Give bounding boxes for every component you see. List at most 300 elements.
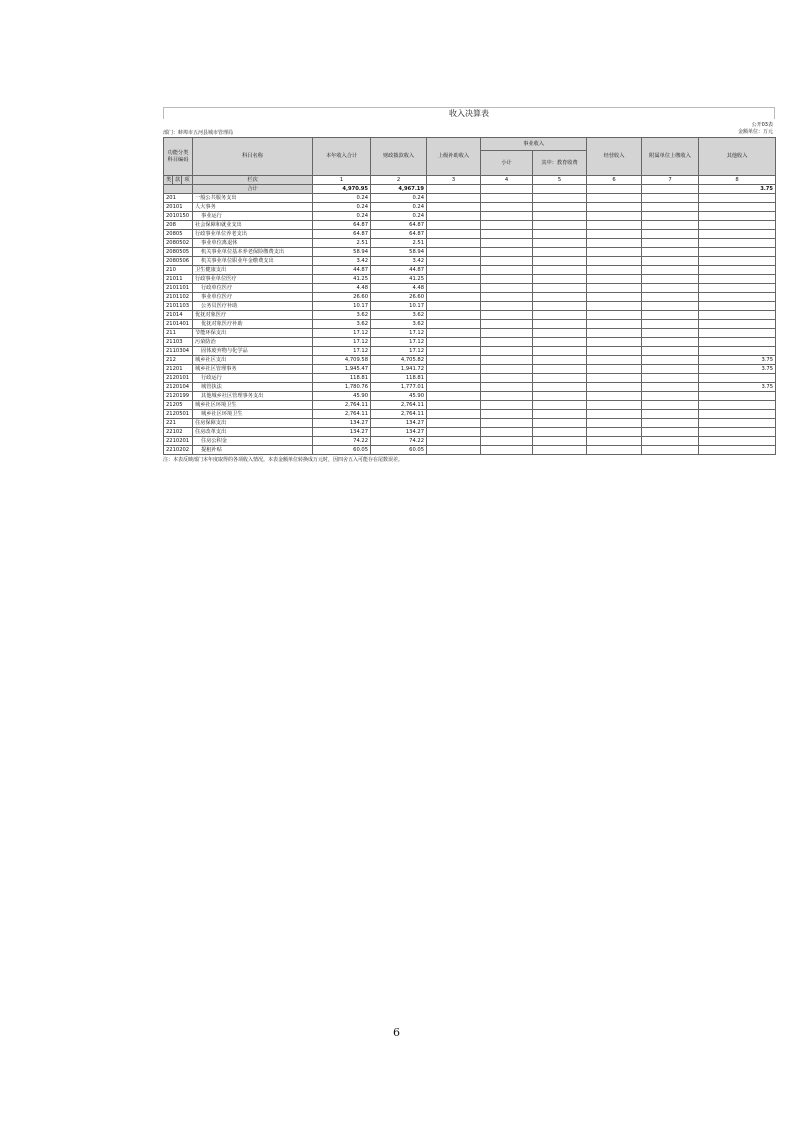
empty-cell: [427, 311, 481, 320]
subject-code: 210: [164, 266, 193, 275]
other-income-cell: [699, 374, 776, 383]
fiscal-cell: 0.24: [371, 212, 427, 221]
subject-name: 事业单位医疗: [193, 293, 313, 302]
subject-name: 一般公共服务支出: [193, 194, 313, 203]
subtotal-header: 小计: [481, 151, 533, 176]
table-row: [164, 446, 776, 455]
empty-cell: [587, 392, 642, 401]
empty-cell: [587, 266, 642, 275]
empty-cell: [481, 275, 533, 284]
empty-cell: [587, 347, 642, 356]
empty-cell: [533, 347, 587, 356]
empty-cell: [587, 401, 642, 410]
empty-cell: [642, 383, 699, 392]
empty-cell: [427, 221, 481, 230]
table-row: [164, 437, 776, 446]
col-index: 7: [642, 176, 699, 185]
col-index: 4: [481, 176, 533, 185]
empty-cell: [587, 437, 642, 446]
subject-name: 城乡社区环境卫生: [193, 401, 313, 410]
subject-code: 201: [164, 194, 193, 203]
other-income-cell: [699, 221, 776, 230]
org-label: 部门：蚌埠市五河县城市管理局: [163, 130, 234, 136]
subject-name: 事业运行: [193, 212, 313, 221]
empty-cell: [427, 383, 481, 392]
fiscal-cell: 2.51: [371, 239, 427, 248]
total-income-cell: 134.27: [313, 428, 371, 437]
empty-cell: [533, 212, 587, 221]
subject-name: 社会保障和就业支出: [193, 221, 313, 230]
table-row: [164, 257, 776, 266]
empty-cell: [427, 401, 481, 410]
empty-cell: [427, 347, 481, 356]
empty-cell: [587, 221, 642, 230]
empty-cell: [587, 284, 642, 293]
other-income-cell: [699, 392, 776, 401]
other-income-cell: [699, 194, 776, 203]
fiscal-cell: 3.62: [371, 311, 427, 320]
empty-cell: [642, 311, 699, 320]
education-fee-header: 其中：教育收费: [533, 151, 587, 176]
empty-cell: [642, 410, 699, 419]
subject-name: 住房保障支出: [193, 419, 313, 428]
subject-name: 行政运行: [193, 374, 313, 383]
empty-cell: [481, 302, 533, 311]
unit-note: 金额单位：万元: [737, 129, 773, 135]
total-income-cell: 64.87: [313, 230, 371, 239]
subject-code: 2080502: [164, 239, 193, 248]
empty-cell: [642, 221, 699, 230]
total-fiscal-value: 4,967.19: [371, 185, 427, 194]
empty-cell: [587, 230, 642, 239]
empty-cell: [642, 338, 699, 347]
table-row: [164, 338, 776, 347]
table-meta: [163, 119, 775, 137]
col-index: 1: [313, 176, 371, 185]
empty-cell: [642, 446, 699, 455]
other-income-cell: [699, 212, 776, 221]
empty-cell: [642, 374, 699, 383]
fiscal-cell: 10.17: [371, 302, 427, 311]
kind-label: 类: [164, 176, 173, 185]
upper-subsidy-header: 上级补助收入: [427, 138, 481, 176]
fiscal-cell: 17.12: [371, 329, 427, 338]
subject-name: 机关事业单位职业年金缴费支出: [193, 257, 313, 266]
empty-cell: [533, 203, 587, 212]
empty-cell: [587, 311, 642, 320]
page-number: 6: [393, 1026, 400, 1039]
subject-name-header: 科目名称: [193, 138, 313, 176]
row-label: 栏次: [193, 176, 313, 185]
empty-cell: [481, 410, 533, 419]
empty-cell: [642, 194, 699, 203]
total-income-cell: 41.25: [313, 275, 371, 284]
other-income-cell: [699, 203, 776, 212]
total-income-cell: 134.27: [313, 419, 371, 428]
empty-cell: [587, 203, 642, 212]
table-header: [164, 138, 776, 176]
section-label: 款: [173, 176, 182, 185]
empty-cell: [587, 356, 642, 365]
empty-cell: [587, 248, 642, 257]
other-income-cell: [699, 428, 776, 437]
income-table: [163, 137, 776, 455]
subject-code: 2120101: [164, 374, 193, 383]
subject-name: 污染防治: [193, 338, 313, 347]
empty-cell: [427, 239, 481, 248]
table-row: [164, 329, 776, 338]
empty-cell: [642, 329, 699, 338]
subject-code: 2210201: [164, 437, 193, 446]
empty-cell: [533, 266, 587, 275]
fiscal-header: 财政拨款收入: [371, 138, 427, 176]
empty-cell: [427, 320, 481, 329]
item-label: 项: [182, 176, 193, 185]
empty-cell: [642, 266, 699, 275]
empty-cell: [533, 374, 587, 383]
table-row: [164, 203, 776, 212]
total-income-cell: 17.12: [313, 338, 371, 347]
table-row: [164, 383, 776, 392]
other-income-header: 其他收入: [699, 138, 776, 176]
other-income-cell: [699, 401, 776, 410]
subject-code: 20805: [164, 230, 193, 239]
total-income-cell: 58.94: [313, 248, 371, 257]
empty-cell: [642, 230, 699, 239]
total-income-cell: 3.62: [313, 311, 371, 320]
total-label: 合计: [193, 185, 313, 194]
empty-cell: [533, 293, 587, 302]
table-row: [164, 212, 776, 221]
total-income-cell: 2,764.11: [313, 401, 371, 410]
empty-cell: [587, 446, 642, 455]
empty-cell: [427, 410, 481, 419]
table-row: [164, 392, 776, 401]
table-row: [164, 293, 776, 302]
empty-cell: [533, 239, 587, 248]
empty-cell: [481, 419, 533, 428]
table-row: [164, 194, 776, 203]
subject-code: 2010150: [164, 212, 193, 221]
empty-cell: [533, 320, 587, 329]
fiscal-cell: 45.90: [371, 392, 427, 401]
other-income-cell: 3.75: [699, 356, 776, 365]
subject-name: 卫生健康支出: [193, 266, 313, 275]
subject-code: 21014: [164, 311, 193, 320]
fiscal-cell: 17.12: [371, 338, 427, 347]
table-row: [164, 356, 776, 365]
empty-cell: [533, 401, 587, 410]
empty-cell: [533, 275, 587, 284]
table-body: [164, 176, 776, 455]
subject-code: 2210202: [164, 446, 193, 455]
operating-header: 经营收入: [587, 138, 642, 176]
empty-cell: [642, 203, 699, 212]
empty-cell: [427, 365, 481, 374]
subject-name: 城乡社区管理事务: [193, 365, 313, 374]
empty-cell: [427, 428, 481, 437]
empty-cell: [481, 356, 533, 365]
col-index: 5: [533, 176, 587, 185]
empty-cell: [533, 257, 587, 266]
empty-cell: [481, 248, 533, 257]
empty-cell: [481, 221, 533, 230]
table-row: [164, 302, 776, 311]
empty-cell: [481, 374, 533, 383]
subject-code: 2101101: [164, 284, 193, 293]
column-index-row: [164, 176, 776, 185]
other-income-cell: [699, 446, 776, 455]
empty-cell: [427, 230, 481, 239]
subject-name: 提租补贴: [193, 446, 313, 455]
fiscal-cell: 74.22: [371, 437, 427, 446]
subject-code: 21103: [164, 338, 193, 347]
empty-cell: [533, 428, 587, 437]
empty-cell: [642, 284, 699, 293]
subject-name: 机关事业单位基本养老保险缴费支出: [193, 248, 313, 257]
other-income-cell: [699, 329, 776, 338]
empty-cell: [533, 410, 587, 419]
empty-cell: [427, 338, 481, 347]
empty-cell: [533, 446, 587, 455]
empty-cell: [533, 302, 587, 311]
empty-cell: [533, 284, 587, 293]
empty-cell: [587, 374, 642, 383]
table-row: [164, 347, 776, 356]
empty-cell: [642, 275, 699, 284]
subject-code: 2101102: [164, 293, 193, 302]
fiscal-cell: 118.81: [371, 374, 427, 383]
empty-cell: [427, 194, 481, 203]
empty-cell: [533, 419, 587, 428]
fiscal-cell: 0.24: [371, 203, 427, 212]
empty-cell: [533, 194, 587, 203]
total-income-cell: 64.87: [313, 221, 371, 230]
fiscal-cell: 64.87: [371, 221, 427, 230]
col-index: 6: [587, 176, 642, 185]
table-row: [164, 275, 776, 284]
other-income-cell: [699, 266, 776, 275]
other-income-cell: [699, 437, 776, 446]
empty-cell: [481, 293, 533, 302]
empty-cell: [533, 221, 587, 230]
total-income-cell: 26.60: [313, 293, 371, 302]
empty-cell: [642, 293, 699, 302]
empty-cell: [533, 311, 587, 320]
subject-code: 212: [164, 356, 193, 365]
empty-cell: [481, 329, 533, 338]
empty-cell: [533, 230, 587, 239]
empty-cell: [533, 356, 587, 365]
empty-cell: [481, 284, 533, 293]
other-income-cell: [699, 311, 776, 320]
empty-cell: [587, 383, 642, 392]
fiscal-cell: 26.60: [371, 293, 427, 302]
subject-name: 城乡社区支出: [193, 356, 313, 365]
other-income-cell: [699, 302, 776, 311]
fiscal-cell: 3.62: [371, 320, 427, 329]
empty-cell: [533, 383, 587, 392]
empty-cell: [481, 266, 533, 275]
empty-cell: [587, 212, 642, 221]
fiscal-cell: 0.24: [371, 194, 427, 203]
subject-name: 其他城乡社区管理事务支出: [193, 392, 313, 401]
empty-cell: [642, 401, 699, 410]
empty-cell: [587, 320, 642, 329]
subject-code: 2120199: [164, 392, 193, 401]
empty-cell: [642, 212, 699, 221]
fiscal-cell: 134.27: [371, 428, 427, 437]
empty-cell: [427, 329, 481, 338]
empty-cell: [427, 302, 481, 311]
table-row: [164, 320, 776, 329]
subject-name: 住房改革支出: [193, 428, 313, 437]
other-income-cell: [699, 419, 776, 428]
other-income-cell: [699, 284, 776, 293]
subject-code: 2101103: [164, 302, 193, 311]
empty-cell: [481, 257, 533, 266]
fiscal-cell: 1,941.72: [371, 365, 427, 374]
table-row: [164, 365, 776, 374]
total-income-cell: 74.22: [313, 437, 371, 446]
other-income-cell: [699, 248, 776, 257]
total-income-cell: 17.12: [313, 347, 371, 356]
empty-cell: [587, 275, 642, 284]
other-income-cell: 3.75: [699, 383, 776, 392]
table-title: 收入决算表: [163, 107, 775, 119]
subject-name: 行政单位医疗: [193, 284, 313, 293]
subject-code: 2120501: [164, 410, 193, 419]
empty-cell: [481, 446, 533, 455]
income-statement-sheet: [163, 107, 775, 463]
fiscal-cell: 2,764.11: [371, 410, 427, 419]
empty-cell: [427, 257, 481, 266]
empty-cell: [481, 338, 533, 347]
col-index: 3: [427, 176, 481, 185]
fiscal-cell: 1,777.01: [371, 383, 427, 392]
total-income-cell: 44.87: [313, 266, 371, 275]
empty-cell: [481, 230, 533, 239]
subject-code: 208: [164, 221, 193, 230]
subject-code: 221: [164, 419, 193, 428]
subject-name: 住房公积金: [193, 437, 313, 446]
other-income-cell: [699, 293, 776, 302]
fiscal-cell: 3.42: [371, 257, 427, 266]
subject-code: 22102: [164, 428, 193, 437]
empty-cell: [587, 257, 642, 266]
empty-cell: [427, 293, 481, 302]
subject-name: 人大事务: [193, 203, 313, 212]
fiscal-cell: 2,764.11: [371, 401, 427, 410]
empty-cell: [427, 356, 481, 365]
total-income-cell: 3.42: [313, 257, 371, 266]
fiscal-cell: 58.94: [371, 248, 427, 257]
fiscal-cell: 60.05: [371, 446, 427, 455]
total-income-cell: 1,945.47: [313, 365, 371, 374]
fiscal-cell: 41.25: [371, 275, 427, 284]
total-income-cell: 10.17: [313, 302, 371, 311]
total-income-cell: 45.90: [313, 392, 371, 401]
empty-cell: [427, 275, 481, 284]
subject-code: 211: [164, 329, 193, 338]
empty-cell: [642, 392, 699, 401]
other-income-cell: [699, 410, 776, 419]
empty-cell: [642, 437, 699, 446]
other-income-cell: [699, 230, 776, 239]
empty-cell: [587, 419, 642, 428]
empty-cell: [587, 293, 642, 302]
total-income-cell: 3.62: [313, 320, 371, 329]
empty-cell: [427, 419, 481, 428]
total-income-cell: 4,709.58: [313, 356, 371, 365]
other-income-cell: [699, 320, 776, 329]
table-row: [164, 266, 776, 275]
subject-code: 21205: [164, 401, 193, 410]
empty-cell: [427, 266, 481, 275]
subject-code: 21201: [164, 365, 193, 374]
table-row: [164, 374, 776, 383]
subject-name: 优抚对象医疗补助: [193, 320, 313, 329]
subject-name: 公务员医疗补助: [193, 302, 313, 311]
empty-cell: [587, 239, 642, 248]
empty-cell: [587, 329, 642, 338]
empty-cell: [642, 365, 699, 374]
total-income-header: 本年收入合计: [313, 138, 371, 176]
empty-cell: [642, 248, 699, 257]
other-income-cell: 3.75: [699, 365, 776, 374]
empty-cell: [481, 194, 533, 203]
total-row: [164, 185, 776, 194]
empty-cell: [642, 356, 699, 365]
empty-cell: [533, 248, 587, 257]
table-row: [164, 419, 776, 428]
subject-name: 城乡社区环境卫生: [193, 410, 313, 419]
table-row: [164, 401, 776, 410]
total-income-value: 4,970.95: [313, 185, 371, 194]
table-row: [164, 428, 776, 437]
total-income-cell: 0.24: [313, 203, 371, 212]
subject-name: 事业单位离退休: [193, 239, 313, 248]
other-income-cell: [699, 257, 776, 266]
table-row: [164, 410, 776, 419]
empty-cell: [642, 320, 699, 329]
subject-name: 节能环保支出: [193, 329, 313, 338]
fiscal-cell: 17.12: [371, 347, 427, 356]
empty-cell: [587, 338, 642, 347]
col-index: 8: [699, 176, 776, 185]
total-income-cell: 2,764.11: [313, 410, 371, 419]
empty-cell: [481, 401, 533, 410]
empty-cell: [533, 329, 587, 338]
empty-cell: [427, 203, 481, 212]
empty-cell: [481, 365, 533, 374]
empty-cell: [427, 437, 481, 446]
total-income-cell: 17.12: [313, 329, 371, 338]
total-income-cell: 0.24: [313, 212, 371, 221]
empty-cell: [427, 374, 481, 383]
empty-cell: [533, 338, 587, 347]
fiscal-cell: 4,705.82: [371, 356, 427, 365]
empty-cell: [481, 203, 533, 212]
subordinate-header: 附属单位上缴收入: [642, 138, 699, 176]
subject-name: 行政事业单位医疗: [193, 275, 313, 284]
func-code-header: 功能分类科目编码: [164, 138, 193, 176]
fiscal-cell: 64.87: [371, 230, 427, 239]
empty-cell: [587, 194, 642, 203]
other-income-cell: [699, 275, 776, 284]
empty-cell: [427, 392, 481, 401]
other-income-cell: [699, 347, 776, 356]
